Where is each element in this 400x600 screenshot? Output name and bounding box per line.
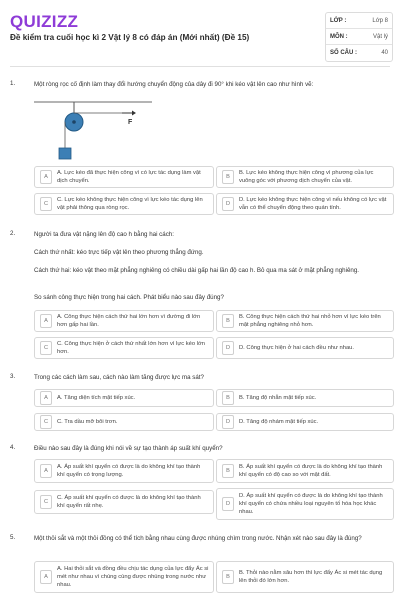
option-a[interactable] <box>34 310 214 332</box>
option-letter: A <box>40 314 52 328</box>
option-text: C. Công thực hiện ở cách thứ nhất lớn hơn vì lực kéo lớn hơn. <box>57 341 206 355</box>
option-text: C. Lực kéo không thực hiện công vì lực kéo tác dụng lên vật phải thông qua ròng rọc. <box>57 197 203 211</box>
option-a[interactable] <box>34 561 214 593</box>
option-text: D. Áp suất khí quyển có được là do không khí tạo thành khí quyển có chứa nhiều loại nguyên tố hóa học khác nhau. <box>239 493 383 515</box>
option-text: A. Hai thỏi sắt và đồng đều chịu tác dụng của lực đẩy Ác si mét như nhau vì chúng cùng được nhúng trong nước như nhau. <box>57 566 209 588</box>
page-title: Đề kiểm tra cuối học kì 2 Vật lý 8 có đáp án (Mới nhất) (Đề 15) <box>10 33 250 42</box>
option-letter: A <box>40 464 52 478</box>
question-text: Người ta đưa vật nặng lên độ cao h bằng hai cách: <box>34 231 174 238</box>
option-text: D. Công thực hiện ở hai cách đều như nhau. <box>239 345 355 351</box>
option-letter: B <box>222 314 234 328</box>
pulley-axle <box>72 120 76 124</box>
option-text: C. Áp suất khí quyển có được là do không khí tạo thành khí quyển rất nhẹ. <box>57 495 201 509</box>
question-text: Một ròng rọc cố định làm thay đổi hướng chuyển động của dây đi 90° khi kéo vật lên cao như hình vẽ: <box>34 81 314 88</box>
option-letter: C <box>40 197 52 211</box>
option-letter: D <box>222 341 234 355</box>
option-letter: B <box>222 570 234 584</box>
option-a[interactable] <box>34 389 214 407</box>
option-letter: B <box>222 170 234 184</box>
option-text: B. Công thực hiện cách thứ hai nhỏ hơn vì lực kéo trên mặt phẳng nghiêng nhỏ hơn. <box>239 314 381 328</box>
option-letter: D <box>222 197 234 211</box>
option-d[interactable] <box>216 488 394 520</box>
question-number: 3. <box>10 373 16 380</box>
option-b[interactable] <box>216 561 394 593</box>
quizizz-logo: QUIZIZZ <box>10 12 79 31</box>
info-row-count <box>326 45 392 60</box>
option-letter: B <box>222 464 234 478</box>
question-number: 4. <box>10 444 16 451</box>
option-text: A. Tăng diện tích mặt tiếp xúc. <box>57 395 136 401</box>
question-extra-1: Cách thứ nhất: kéo trực tiếp vật lên theo phương thẳng đứng. <box>34 249 204 256</box>
info-row-grade <box>326 13 392 29</box>
option-c[interactable] <box>34 413 214 431</box>
info-label: LỚP : <box>330 17 347 24</box>
option-letter: A <box>40 391 52 405</box>
header-divider <box>10 66 390 67</box>
question-text: Một thỏi sắt và một thỏi đồng có thể tích bằng nhau cùng được nhúng chìm trong nước. Nhận xét nào sau đây là đúng? <box>34 535 362 542</box>
option-c[interactable] <box>34 490 214 514</box>
option-d[interactable] <box>216 193 394 215</box>
option-text: D. Lực kéo không thực hiện công vì nếu không có lực vật vẫn có thể chuyển động theo quán tính. <box>239 197 387 211</box>
question-number: 5. <box>10 534 16 541</box>
option-letter: C <box>40 495 52 509</box>
option-a[interactable] <box>34 166 214 188</box>
option-text: A. Công thực hiện cách thứ hai lớn hơn vì đường đi lớn hơn gấp hai lần. <box>57 314 201 328</box>
question-number: 2. <box>10 230 16 237</box>
force-label: F <box>128 119 133 126</box>
option-letter: C <box>40 415 52 429</box>
info-value: Vật lý <box>372 33 388 40</box>
option-d[interactable] <box>216 337 394 359</box>
option-text: D. Tăng độ nhám mặt tiếp xúc. <box>239 419 319 425</box>
question-3 <box>10 373 392 433</box>
question-number: 1. <box>10 80 16 87</box>
option-text: B. Lực kéo không thực hiện công vì phương của lực vuông góc với phương dịch chuyển của vật. <box>239 170 374 184</box>
option-c[interactable] <box>34 337 214 359</box>
question-text: Trong các cách làm sau, cách nào làm tăng được lực ma sát? <box>34 374 204 381</box>
option-b[interactable] <box>216 310 394 332</box>
info-row-subject <box>326 29 392 45</box>
option-letter: D <box>222 497 234 511</box>
question-1 <box>10 80 392 220</box>
question-4 <box>10 444 392 524</box>
option-text: A. Lực kéo đã thực hiện công vì có lực tác dụng làm vật dịch chuyển. <box>57 170 201 184</box>
question-text: Điều nào sau đây là đúng khi nói về sự tạo thành áp suất khí quyển? <box>34 445 223 452</box>
info-label: SỐ CÂU : <box>330 49 357 56</box>
info-value: 40 <box>381 49 388 56</box>
info-label: MÔN : <box>330 33 348 40</box>
question-extra-2: Cách thứ hai: kéo vật theo mặt phẳng nghiêng có chiều dài gấp hai lần độ cao h. Bỏ qua ma sát ở mặt phẳng nghiêng. <box>34 267 360 274</box>
option-c[interactable] <box>34 193 214 215</box>
option-d[interactable] <box>216 413 394 431</box>
option-b[interactable] <box>216 459 394 483</box>
option-letter: C <box>40 341 52 355</box>
option-text: B. Áp suất khí quyển có được là do không khí tạo thành khí quyển có độ cao so với mặt đất. <box>239 464 383 478</box>
info-value: Lớp 8 <box>372 17 388 24</box>
option-text: C. Tra dầu mỡ bôi trơn. <box>57 419 118 425</box>
option-text: A. Áp suất khí quyển có được là do không khí tạo thành khí quyển có trọng lượng. <box>57 464 201 478</box>
question-5 <box>10 534 392 598</box>
option-letter: A <box>40 170 52 184</box>
question-2 <box>10 230 392 360</box>
option-text: B. Thỏi nào nằm sâu hơn thì lực đẩy Ác si mét tác dụng lên thỏi đó lớn hơn. <box>239 570 383 584</box>
option-text: B. Tăng độ nhẵn mặt tiếp xúc. <box>239 395 317 401</box>
option-letter: B <box>222 391 234 405</box>
option-b[interactable] <box>216 389 394 407</box>
option-letter: A <box>40 570 52 584</box>
weight-block <box>59 148 71 159</box>
question-extra-3: So sánh công thực hiện trong hai cách. Phát biểu nào sau đây đúng? <box>34 294 224 301</box>
option-letter: D <box>222 415 234 429</box>
force-arrow-head <box>132 111 136 116</box>
option-a[interactable] <box>34 459 214 483</box>
option-b[interactable] <box>216 166 394 188</box>
pulley-diagram <box>34 96 154 174</box>
info-box <box>325 12 393 62</box>
